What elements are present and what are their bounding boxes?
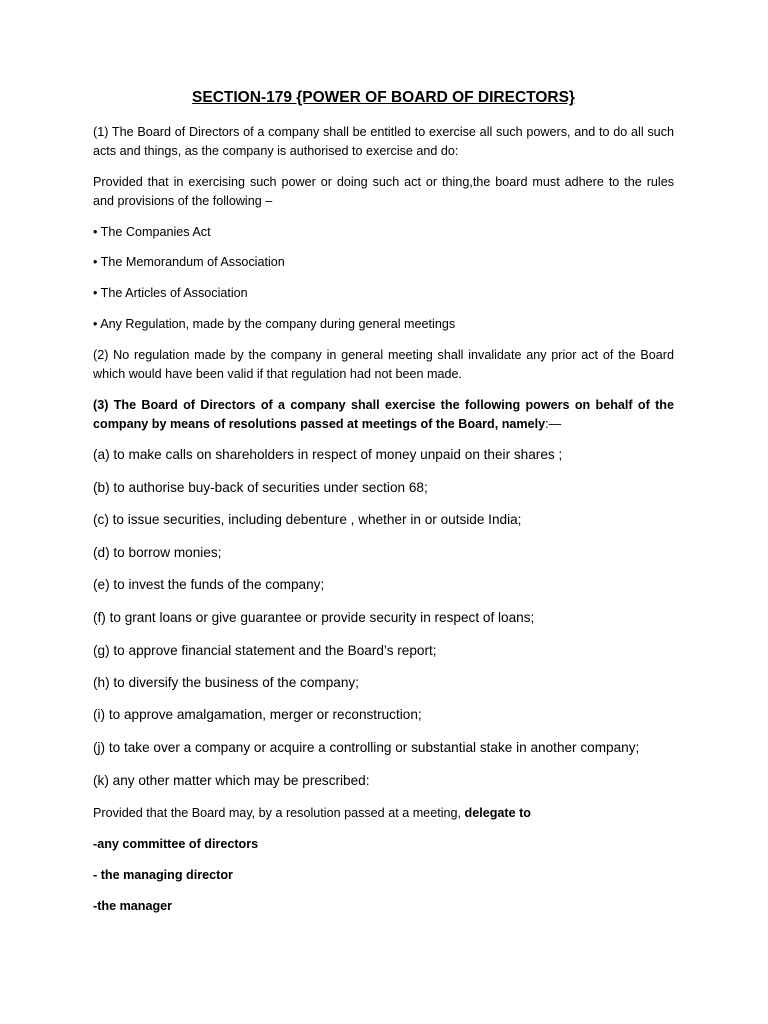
bullet-item: • The Companies Act [93,225,211,239]
paragraph-3: (2) No regulation made by the company in general meeting shall invalidate any prior act of the Board which would have been valid if that regulation had not been made. [93,348,674,381]
section-title: SECTION-179 {POWER OF BOARD OF DIRECTORS} [192,89,575,106]
power-item: (a) to make calls on shareholders in respect of money unpaid on their shares ; [93,447,563,462]
delegate-item: -any committee of directors [93,837,259,851]
paragraph-4 [93,396,674,433]
paragraph-2: Provided that in exercising such power or doing such act or thing,the board must adhere to the rules and provisions of the following – [93,175,674,208]
paragraph-1: (1) The Board of Directors of a company shall be entitled to exercise all such powers, and to do all such acts and things, as the company is authorised to exercise and do: [93,125,674,158]
delegate-item: - the managing director [93,868,233,882]
power-item: (b) to authorise buy-back of securities under section 68; [93,480,428,495]
power-item: (i) to approve amalgamation, merger or reconstruction; [93,707,422,722]
bullet-item: • The Articles of Association [93,286,248,300]
power-item: (g) to approve financial statement and the Board’s report; [93,643,437,658]
bullet-item: • Any Regulation, made by the company during general meetings [93,317,456,331]
power-item: (c) to issue securities, including debenture , whether in or outside India; [93,512,522,527]
paragraph-4-text: (3) The Board of Directors of a company shall exercise the following powers on behalf of the company by means of resolutions passed at meetings of the Board, namely [93,398,674,431]
power-item: (f) to grant loans or give guarantee or provide security in respect of loans; [93,610,535,625]
power-item: (j) to take over a company or acquire a controlling or substantial stake in another company; [93,740,640,755]
power-item: (e) to invest the funds of the company; [93,577,325,592]
bullet-item: • The Memorandum of Association [93,255,285,269]
proviso-paragraph [93,804,674,823]
proviso-text: Provided that the Board may, by a resolution passed at a meeting, [93,806,465,820]
power-item: (d) to borrow monies; [93,545,222,560]
paragraph-4-tail: :— [545,416,562,431]
power-item: (h) to diversify the business of the company; [93,675,359,690]
proviso-bold: delegate to [464,806,531,820]
power-item: (k) any other matter which may be prescribed: [93,773,370,788]
delegate-item: -the manager [93,899,173,913]
